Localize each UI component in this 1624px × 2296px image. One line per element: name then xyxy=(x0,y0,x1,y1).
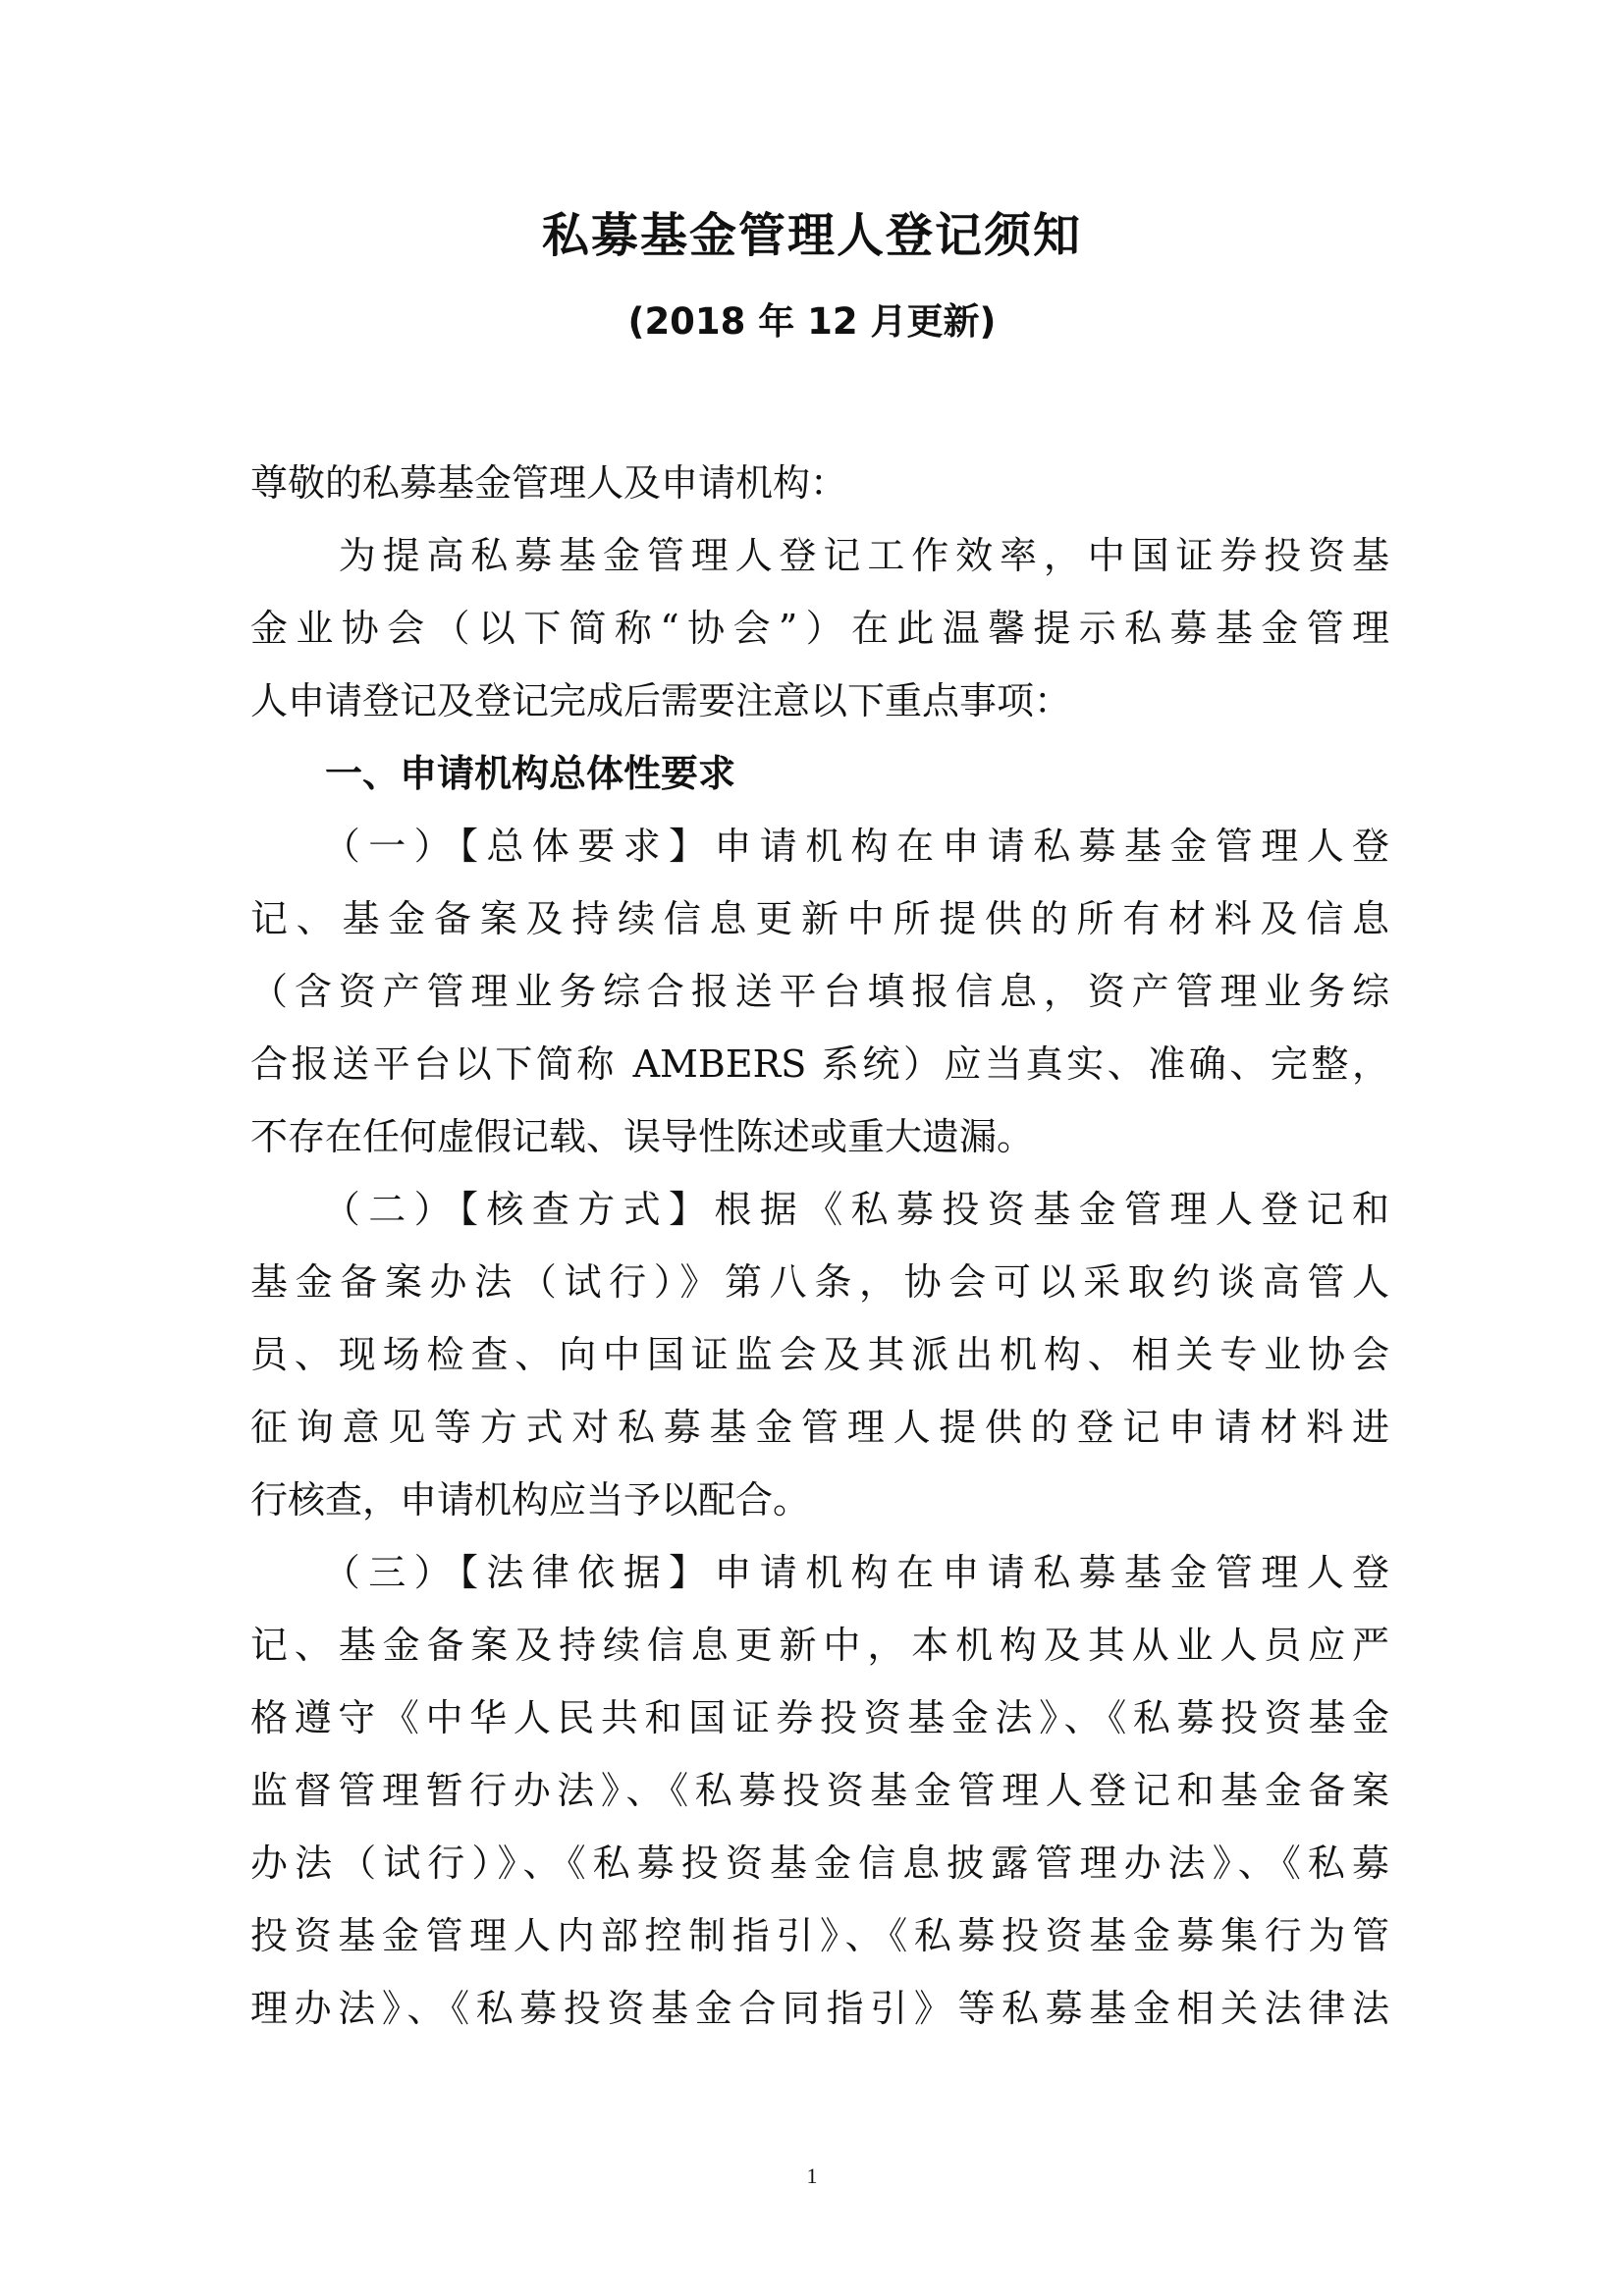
body-text-line: 员、现场检查、向中国证监会及其派出机构、相关专业协会 xyxy=(250,1333,1389,1376)
body-text-line: 行核查，申请机构应当予以配合。 xyxy=(250,1478,811,1522)
body-text-line: 金业协会（以下简称“协会”）在此温馨提示私募基金管理 xyxy=(250,607,1389,650)
body-text-line: 投资基金管理人内部控制指引》、《私募投资基金募集行为管 xyxy=(250,1914,1389,1957)
section-heading: 一、申请机构总体性要求 xyxy=(250,752,736,795)
body-text-line: 合报送平台以下简称 AMBERS 系统）应当真实、准确、完整， xyxy=(250,1042,1389,1086)
body-text-line: 为提高私募基金管理人登记工作效率，中国证券投资基 xyxy=(250,534,1389,577)
body-text-line: 不存在任何虚假记载、误导性陈述或重大遗漏。 xyxy=(250,1115,1035,1158)
body-text-line: 办法（试行）》、《私募投资基金信息披露管理办法》、《私募 xyxy=(250,1842,1389,1885)
page-number: 1 xyxy=(806,2163,818,2188)
body-text-line: （一）【总体要求】申请机构在申请私募基金管理人登 xyxy=(250,825,1389,868)
body-text-line: 理办法》、《私募投资基金合同指引》等私募基金相关法律法 xyxy=(250,1987,1389,2030)
document-body xyxy=(250,447,1389,2045)
body-text-line: （含资产管理业务综合报送平台填报信息，资产管理业务综 xyxy=(250,970,1389,1013)
body-text-line: 记、基金备案及持续信息更新中所提供的所有材料及信息 xyxy=(250,897,1389,940)
body-text-line: 基金备案办法（试行）》第八条，协会可以采取约谈高管人 xyxy=(250,1260,1389,1304)
document-subtitle: (2018 年 12 月更新) xyxy=(627,300,997,343)
document-title: 私募基金管理人登记须知 xyxy=(541,208,1082,263)
body-text-line: 人申请登记及登记完成后需要注意以下重点事项： xyxy=(250,679,1072,722)
body-text-line: 监督管理暂行办法》、《私募投资基金管理人登记和基金备案 xyxy=(250,1769,1389,1812)
body-text-line: （三）【法律依据】申请机构在申请私募基金管理人登 xyxy=(250,1551,1389,1594)
body-text-line: 记、基金备案及持续信息更新中，本机构及其从业人员应严 xyxy=(250,1624,1389,1667)
body-text-line: 征询意见等方式对私募基金管理人提供的登记申请材料进 xyxy=(250,1406,1389,1449)
body-text-line: （二）【核查方式】根据《私募投资基金管理人登记和 xyxy=(250,1188,1389,1231)
body-text-line: 尊敬的私募基金管理人及申请机构： xyxy=(250,461,848,505)
body-text-line: 格遵守《中华人民共和国证券投资基金法》、《私募投资基金 xyxy=(250,1696,1389,1739)
